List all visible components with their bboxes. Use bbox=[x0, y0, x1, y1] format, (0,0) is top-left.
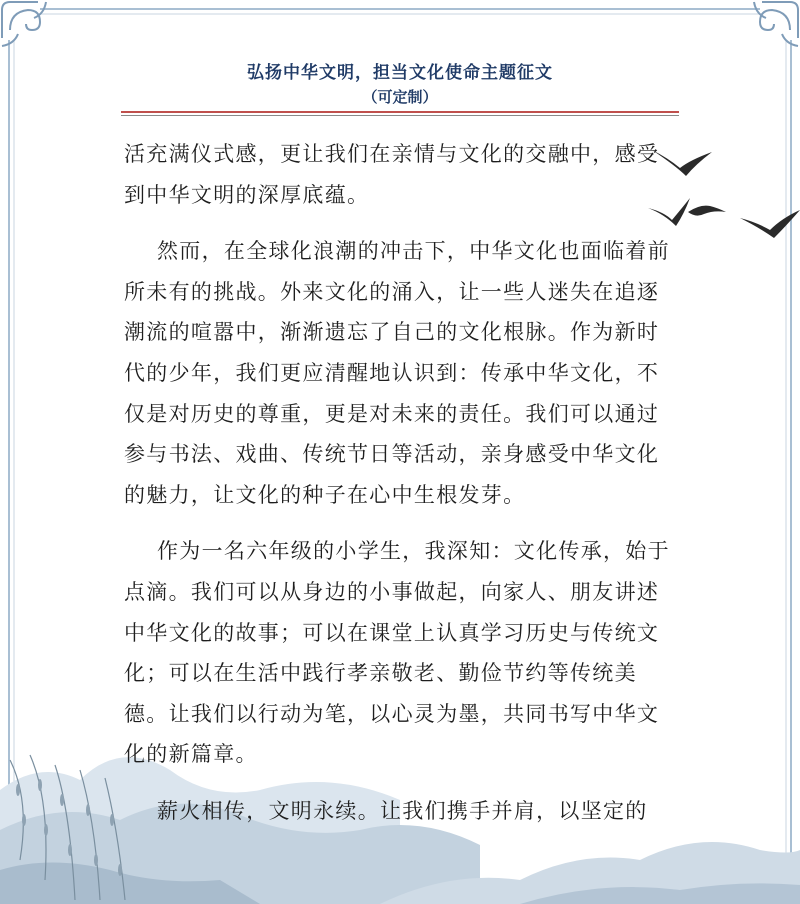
corner-ornament-icon bbox=[2, 2, 46, 46]
header-divider-red bbox=[121, 111, 679, 113]
bird-icon bbox=[688, 206, 726, 216]
essay-body bbox=[124, 134, 680, 848]
paragraph: 作为一名六年级的小学生，我深知：文化传承，始于点滴。我们可以从身边的小事做起，向家人、朋友讲述中华文化的故事；可以在课堂上认真学习历史与传统文化；可以在生活中践行孝亲敬老、勤俭节约等传统美德。让我们以行动为笔，以心灵为墨，共同书写中华文化的新篇章。 bbox=[124, 539, 670, 767]
document-subtitle: （可定制） bbox=[362, 88, 438, 106]
header-divider-gray bbox=[121, 115, 679, 116]
paragraph: 然而，在全球化浪潮的冲击下，中华文化也面临着前所未有的挑战。外来文化的涌入，让一些人迷失在追逐潮流的喧嚣中，渐渐遗忘了自己的文化根脉。作为新时代的少年，我们更应清醒地认识到：传承中华文化，不仅是对历史的尊重，更是对未来的责任。我们可以通过参与书法、戏曲、传统节日等活动，亲身感受中华文化的魅力，让文化的种子在心中生根发芽。 bbox=[124, 239, 670, 507]
paragraph: 活充满仪式感，更让我们在亲情与文化的交融中，感受到中华文明的深厚底蕴。 bbox=[124, 142, 660, 207]
paragraph: 薪火相传，文明永续。让我们携手并肩，以坚定的 bbox=[157, 798, 648, 823]
corner-ornament-icon bbox=[754, 2, 798, 46]
document-header bbox=[120, 58, 680, 107]
document-title: 弘扬中华文明，担当文化使命主题征文 bbox=[247, 63, 553, 83]
